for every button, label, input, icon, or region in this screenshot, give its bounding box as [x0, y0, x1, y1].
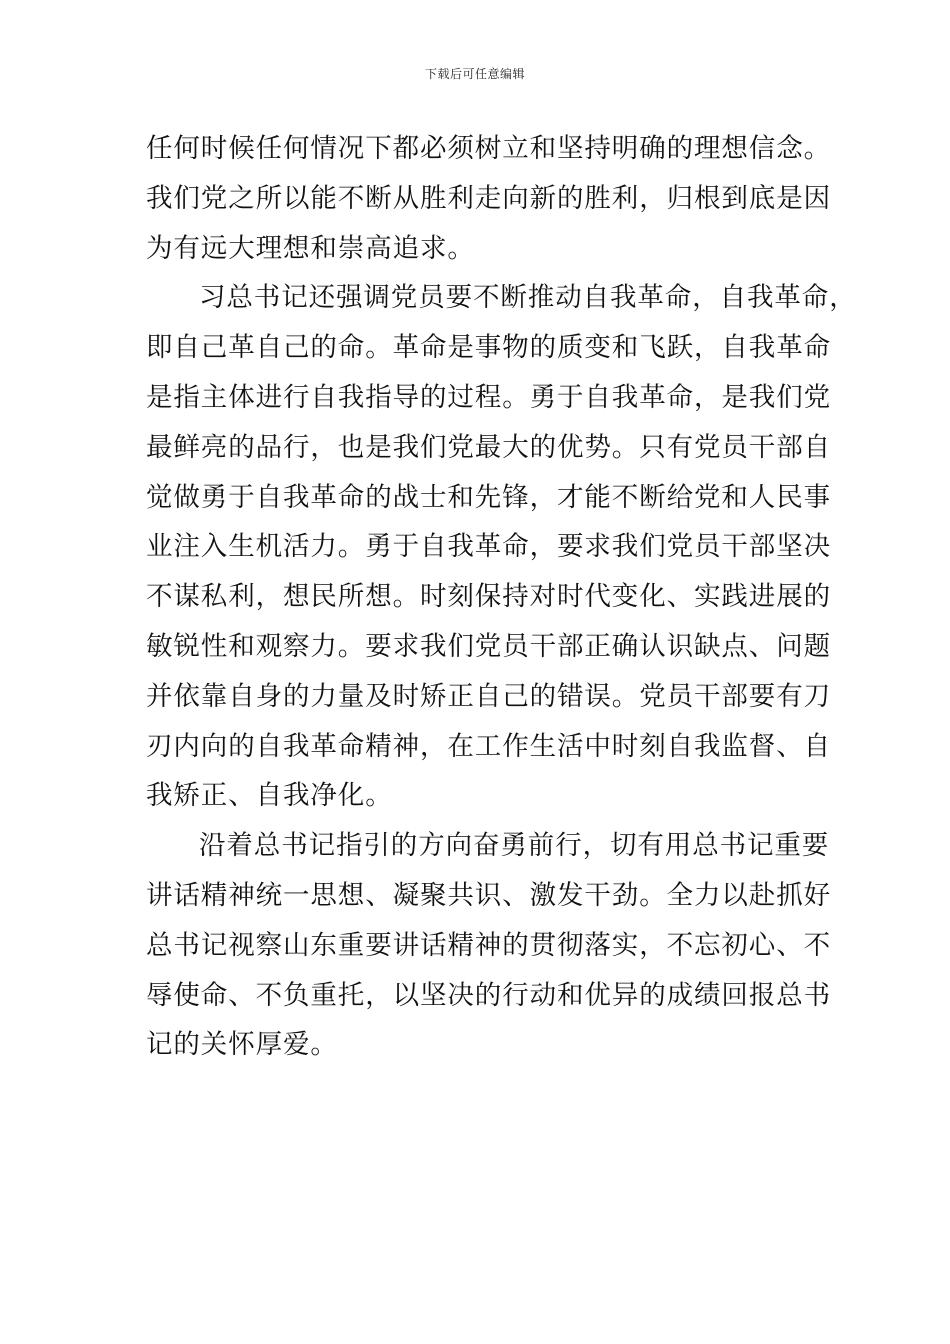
text-line: 业注入生机活力。勇于自我革命，要求我们党员干部坚决 [146, 531, 831, 563]
page-header: 下载后可任意编辑 [424, 67, 525, 81]
paragraph-first-line: 沿着总书记指引的方向奋勇前行，切有用总书记重要 [199, 830, 830, 862]
text-line: 即自己革自己的命。革命是事物的质变和飞跃，自我革命 [146, 332, 831, 364]
text-line: 为有远大理想和崇高追求。 [146, 232, 475, 264]
text-line: 最鲜亮的品行，也是我们党最大的优势。只有党员干部自 [146, 431, 831, 463]
text-line: 记的关怀厚爱。 [146, 1029, 338, 1061]
text-line: 我矫正、自我净化。 [146, 780, 393, 812]
text-line: 不谋私利，想民所想。时刻保持对时代变化、实践进展的 [146, 581, 831, 613]
text-line: 辱使命、不负重托，以坚决的行动和优异的成绩回报总书 [146, 979, 831, 1011]
text-line: 觉做勇于自我革命的战士和先锋，才能不断给党和人民事 [146, 481, 831, 513]
document-body [146, 124, 857, 1070]
text-line: 讲话精神统一思想、凝聚共识、激发干劲。全力以赴抓好 [146, 879, 831, 911]
paragraph-first-line: 习总书记还强调党员要不断推动自我革命，自我革命， [199, 282, 857, 314]
text-line: 任何时候任何情况下都必须树立和坚持明确的理想信念。 [146, 133, 831, 164]
text-line: 总书记视察山东重要讲话精神的贯彻落实，不忘初心、不 [146, 929, 831, 961]
text-line: 刃内向的自我革命精神，在工作生活中时刻自我监督、自 [146, 730, 831, 762]
text-line: 并依靠自身的力量及时矫正自己的错误。党员干部要有刀 [146, 680, 831, 712]
text-line: 是指主体进行自我指导的过程。勇于自我革命，是我们党 [146, 381, 831, 413]
text-line: 敏锐性和观察力。要求我们党员干部正确认识缺点、问题 [146, 630, 831, 662]
text-line: 我们党之所以能不断从胜利走向新的胜利，归根到底是因 [146, 182, 831, 214]
